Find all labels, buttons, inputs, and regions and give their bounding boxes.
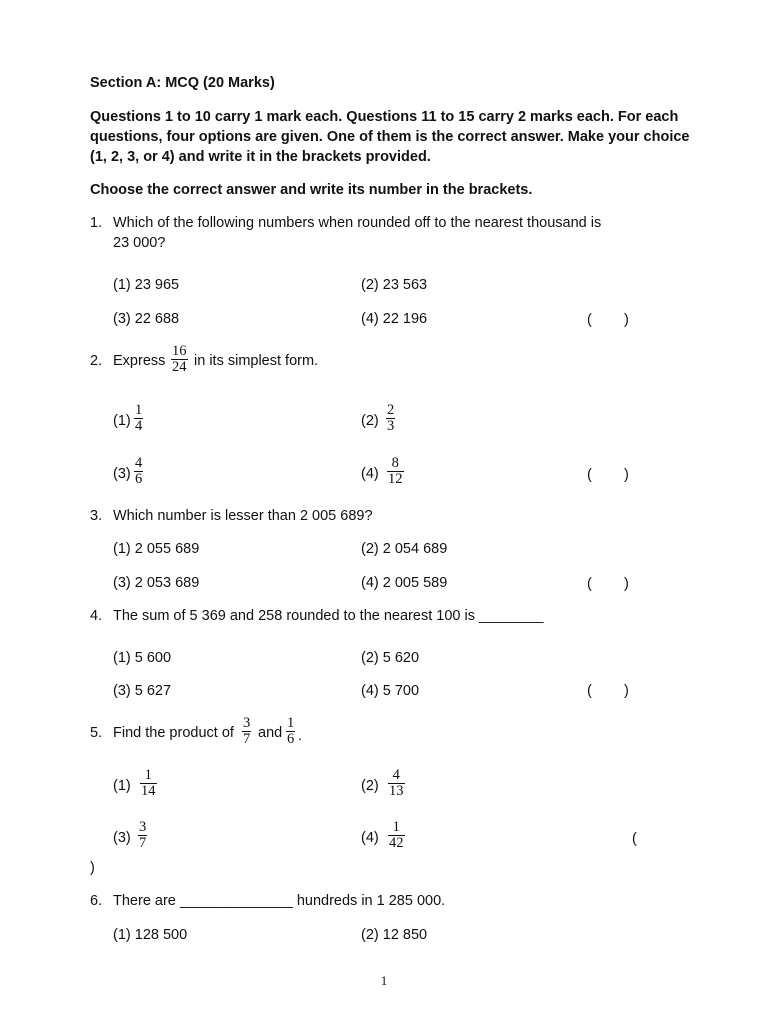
- q2-option-2-fraction: [386, 403, 395, 434]
- q5-answer-bracket-open: (: [632, 831, 637, 847]
- q5-option-1-label: (1): [113, 778, 131, 794]
- q2-option-4-fraction: [387, 456, 404, 487]
- q2-option-1-fraction: [134, 403, 143, 434]
- q5-fraction-1-den: 7: [243, 731, 251, 747]
- question-5-text-post: .: [298, 728, 303, 744]
- question-6-text: There are ______________ hundreds in 1 285 000.: [113, 893, 446, 909]
- q4-option-2: (2) 5 620: [361, 650, 420, 666]
- q5-option-3-label: (3): [113, 830, 131, 846]
- q1-option-4: (4) 22 196: [361, 311, 428, 327]
- q1-answer-bracket: ( ): [587, 312, 629, 328]
- q5-option-4-label: (4): [361, 830, 379, 846]
- q5-fraction-2-num: 1: [287, 715, 295, 731]
- q3-option-4: (4) 2 005 589: [361, 575, 448, 591]
- q5-option-2-fraction: [388, 768, 405, 799]
- q5-option-2-label: (2): [361, 778, 379, 794]
- q4-answer-bracket: ( ): [587, 683, 629, 699]
- instructions: Questions 1 to 10 carry 1 mark each. Questions 11 to 15 carry 2 marks each. For each questions, four options are given. One of them is the correct answer. Make your choice (1, 2, 3, or 4) and write it in the brackets provided.: [90, 109, 690, 165]
- question-3-text: Which number is lesser than 2 005 689?: [113, 508, 373, 524]
- q6-option-1: (1) 128 500: [113, 927, 188, 943]
- q4-option-3: (3) 5 627: [113, 683, 172, 699]
- q4-option-1: (1) 5 600: [113, 650, 172, 666]
- q5-option-4-fraction: [388, 820, 405, 851]
- q3-option-3: (3) 2 053 689: [113, 575, 200, 591]
- q5-option-1-num: 1: [144, 767, 152, 783]
- q2-option-2-den: 3: [387, 418, 395, 434]
- q5-option-1-den: 14: [141, 783, 156, 799]
- q5-option-4-num: 1: [392, 819, 400, 835]
- question-3-number: 3.: [90, 508, 103, 524]
- q2-option-4-num: 8: [391, 455, 399, 471]
- q6-option-2: (2) 12 850: [361, 927, 428, 943]
- q2-fraction: [171, 344, 188, 375]
- q5-fraction-1-num: 3: [243, 715, 251, 731]
- q3-answer-bracket: ( ): [587, 576, 629, 592]
- question-1-text-line2: 23 000?: [113, 235, 166, 251]
- q2-option-2-label: (2): [361, 413, 379, 429]
- q2-option-3-fraction: [134, 456, 143, 487]
- q2-option-4-label: (4): [361, 466, 379, 482]
- question-4-number: 4.: [90, 608, 103, 624]
- q2-option-3-label: (3): [113, 466, 131, 482]
- q2-option-1-num: 1: [135, 402, 143, 418]
- q5-answer-bracket-close: ): [90, 860, 95, 876]
- question-4-text: The sum of 5 369 and 258 rounded to the nearest 100 is ________: [113, 608, 544, 624]
- question-1-text-line1: Which of the following numbers when rounded off to the nearest thousand is: [113, 215, 602, 231]
- question-5-text-pre: Find the product of: [113, 725, 234, 741]
- instruction-choose: Choose the correct answer and write its number in the brackets.: [90, 182, 533, 198]
- section-title: Section A: MCQ (20 Marks): [90, 75, 275, 91]
- question-6-number: 6.: [90, 893, 103, 909]
- question-2-text-post: in its simplest form.: [194, 353, 319, 369]
- q5-option-3-num: 3: [139, 819, 147, 835]
- q2-option-3-num: 4: [135, 455, 143, 471]
- q4-option-4: (4) 5 700: [361, 683, 420, 699]
- q3-option-1: (1) 2 055 689: [113, 541, 200, 557]
- page-number: 1: [380, 973, 388, 988]
- q5-fraction-2-den: 6: [287, 731, 295, 747]
- q1-option-3: (3) 22 688: [113, 311, 180, 327]
- q3-option-2: (2) 2 054 689: [361, 541, 448, 557]
- q5-option-1-fraction: [140, 768, 157, 799]
- q5-option-2-num: 4: [392, 767, 400, 783]
- q1-option-2: (2) 23 563: [361, 277, 428, 293]
- q5-option-3-den: 7: [139, 835, 147, 851]
- q2-fraction-numerator: 16: [172, 343, 187, 359]
- q5-fraction-1: [242, 716, 251, 747]
- q2-answer-bracket: ( ): [587, 467, 629, 483]
- q2-option-3-den: 6: [135, 471, 143, 487]
- q2-option-1-label: (1): [113, 413, 131, 429]
- q2-option-1-den: 4: [135, 418, 143, 434]
- question-2-text-pre: Express: [113, 353, 166, 369]
- q5-option-3-fraction: [138, 820, 147, 851]
- q2-fraction-denominator: 24: [172, 359, 187, 375]
- q5-fraction-2: [286, 716, 295, 747]
- q2-option-4-den: 12: [388, 471, 403, 487]
- question-2-number: 2.: [90, 353, 103, 369]
- question-5-text-mid: and: [258, 725, 283, 741]
- question-1-number: 1.: [90, 215, 103, 231]
- q2-option-2-num: 2: [387, 402, 395, 418]
- q5-option-2-den: 13: [389, 783, 404, 799]
- q5-option-4-den: 42: [389, 835, 404, 851]
- q1-option-1: (1) 23 965: [113, 277, 180, 293]
- question-5-number: 5.: [90, 725, 103, 741]
